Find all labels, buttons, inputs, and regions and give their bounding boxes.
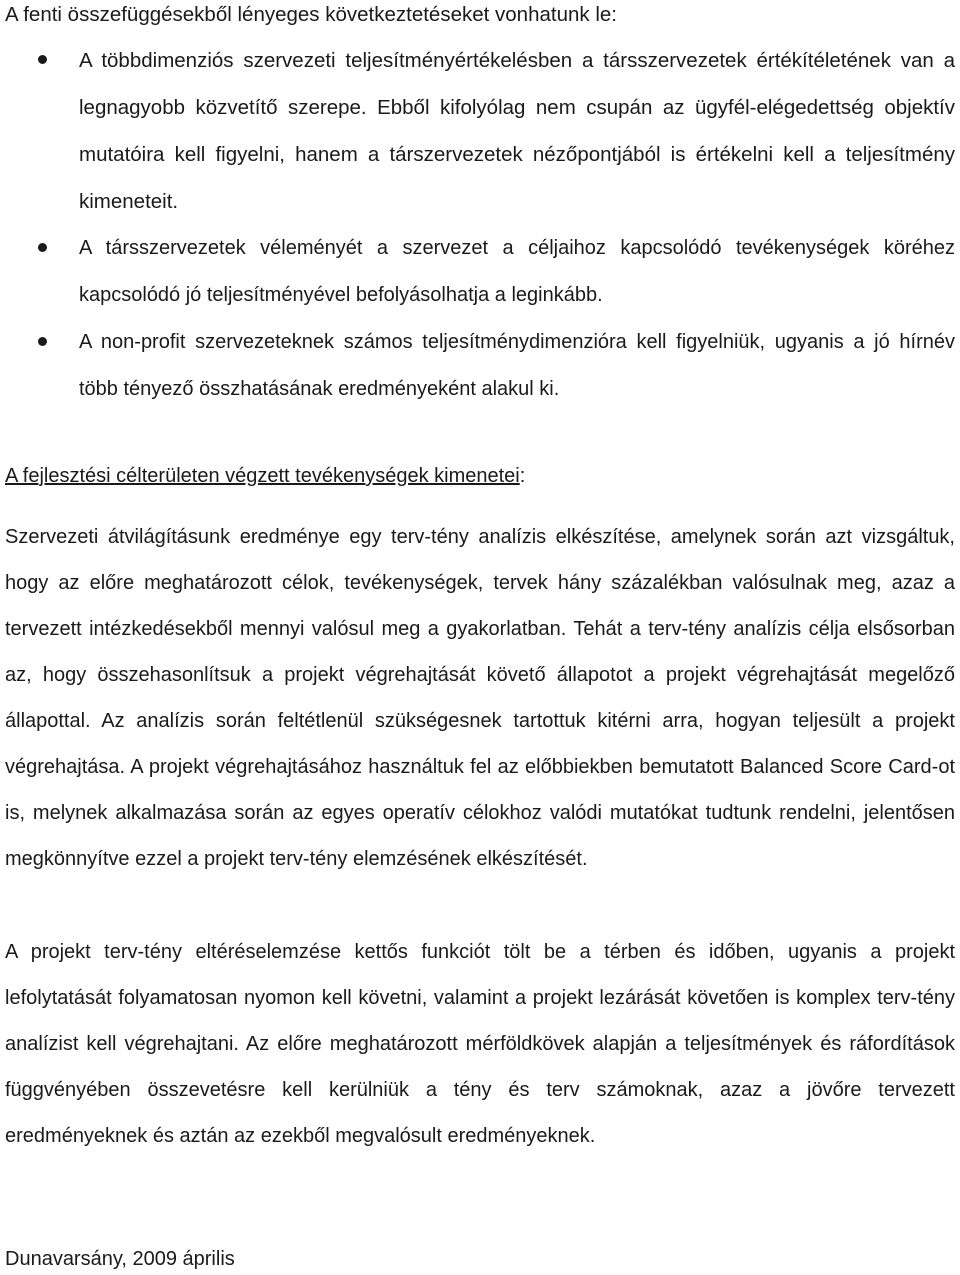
- list-item: [0, 37, 960, 225]
- bullet-icon: [38, 243, 47, 252]
- intro-text: A fenti összefüggésekből lényeges következtetéseket vonhatunk le:: [5, 3, 617, 26]
- section-heading-text: A fejlesztési célterületen végzett tevékenységek kimenetei: [5, 465, 520, 487]
- bullet-icon: [38, 337, 47, 346]
- conclusion-list: [0, 37, 960, 413]
- section-heading: [5, 461, 525, 491]
- signature-line: Dunavarsány, 2009 április: [5, 1248, 235, 1270]
- section-heading-suffix: :: [519, 465, 526, 487]
- body-paragraph: Szervezeti átvilágításunk eredménye egy terv-tény analízis elkészítése, amelynek során azt vizsgáltuk, hogy az előre meghatározott célok, tevékenységek, tervek hány százalékban valósulnak meg, azaz a tervezett intézkedésekből mennyi valósul meg a gyakorlatban. Tehát a terv-tény analízis célja elsősorban az, hogy összehasonlítsuk a projekt végrehajtását követő állapotot a projekt végrehajtását megelőző állapottal. Az analízis során feltétlenül szükségesnek tartottuk kitérni arra, hogyan teljesült a projekt végrehajtása. A projekt végrehajtásához használtuk fel az előbbiekben bemutatott Balanced Score Card-ot is, melynek alkalmazása során az egyes operatív célokhoz valódi mutatókat tudtunk rendelni, jelentősen megkönnyítve ezzel a projekt terv-tény elemzésének elkészítését.: [5, 526, 955, 870]
- list-item: [0, 319, 960, 413]
- list-item-text: A non-profit szervezeteknek számos teljesítménydimenzióra kell figyelniük, ugyanis a jó hírnév több tényező összhatásának eredményeként alakul ki.: [79, 331, 955, 400]
- body-paragraph: A projekt terv-tény eltéréselemzése kettős funkciót tölt be a térben és időben, ugyanis a projekt lefolytatását folyamatosan nyomon kell követni, valamint a projekt lezárását követően is komplex terv-tény analízist kell végrehajtani. Az előre meghatározott mérföldkövek alapján a teljesítmények és ráfordítások függvényében összevetésre kell kerülniük a tény és terv számoknak, azaz a jövőre tervezett eredményeknek és aztán az ezekből megvalósult eredményeknek.: [5, 941, 955, 1147]
- list-item-text: A társszervezetek véleményét a szervezet a céljaihoz kapcsolódó tevékenységek köréhez kapcsolódó jó teljesítményével befolyásolhatja a leginkább.: [79, 237, 955, 306]
- list-item-text: A többdimenziós szervezeti teljesítményértékelésben a társszervezetek értékítéletének van a legnagyobb közvetítő szerepe. Ebből kifolyólag nem csupán az ügyfél-elégedettség objektív mutatóira kell figyelni, hanem a társzervezetek nézőpontjából is értékelni kell a teljesítmény kimeneteit.: [79, 49, 955, 213]
- bullet-icon: [38, 55, 47, 64]
- list-item: [0, 225, 960, 319]
